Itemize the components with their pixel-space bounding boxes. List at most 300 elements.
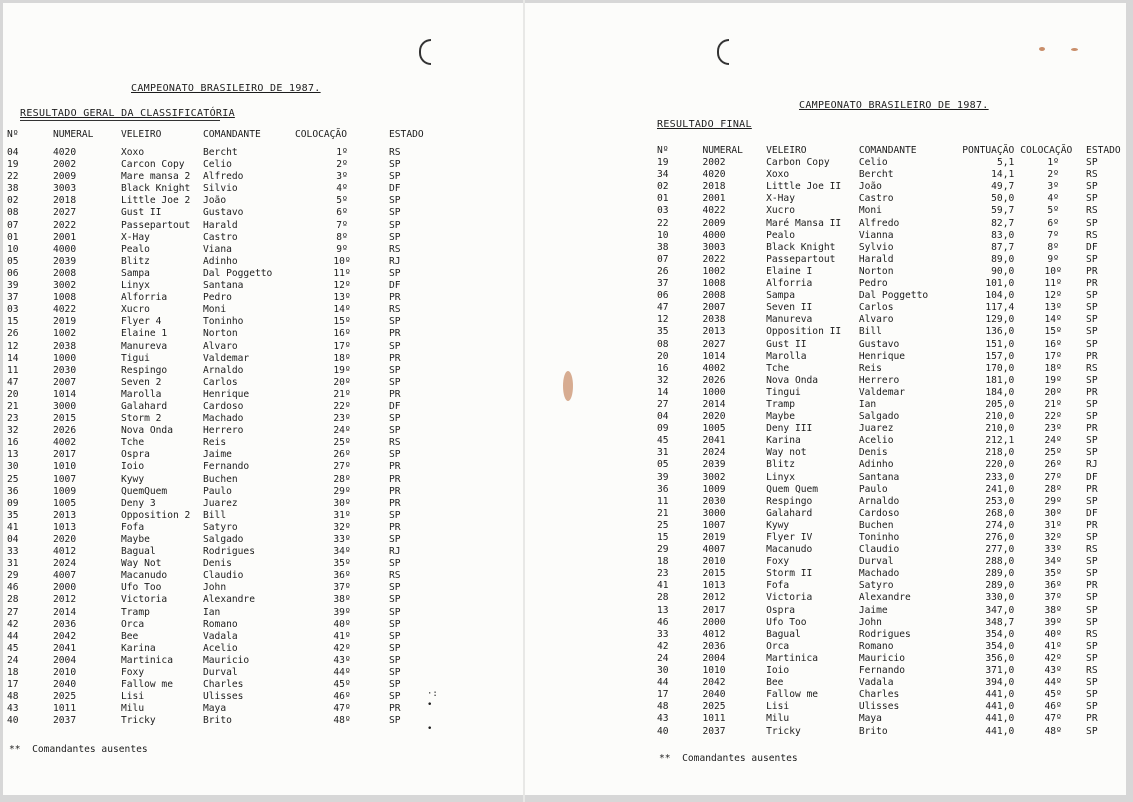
table-cell: 29 [7, 570, 19, 582]
table-cell: Little Joe 2 [121, 195, 191, 207]
table-cell: 44º [1044, 677, 1062, 689]
table-cell: PR [389, 473, 401, 485]
table-cell: Vianna [858, 229, 894, 241]
table-cell: SP [389, 654, 401, 666]
table-cell: 2013 [702, 326, 726, 338]
table-cell: Satyro [203, 521, 238, 533]
table-cell: 9º [336, 243, 348, 255]
table-cell: 28º [333, 473, 351, 485]
table-cell: Milu [766, 713, 790, 725]
table-cell: SP [389, 630, 401, 642]
table-cell: 8º [336, 231, 348, 243]
table-row [657, 653, 1126, 665]
table-row [657, 302, 1126, 314]
table-cell: 38º [333, 594, 351, 606]
table-cell: Ian [858, 398, 877, 410]
table-cell: 42º [1044, 652, 1062, 664]
table-row [7, 341, 429, 353]
table-cell: 354,0 [985, 628, 1015, 640]
table-row [7, 486, 429, 498]
table-cell: 33º [1044, 544, 1062, 556]
table-cell: Lisi [121, 691, 145, 703]
table-cell: Kywy [766, 519, 790, 531]
table-cell: Xoxo [766, 169, 790, 181]
table-cell: 3000 [53, 400, 77, 412]
table-cell: Tche [121, 437, 145, 449]
table-cell: Flyer 4 [121, 316, 162, 328]
table-cell: 3002 [53, 280, 77, 292]
table-cell: 2019 [702, 532, 726, 543]
table-cell: 50,0 [991, 193, 1015, 205]
table-row [7, 703, 429, 715]
table-cell: SP [1086, 725, 1098, 737]
table-cell: Charles [203, 679, 244, 691]
ink-mark: • [427, 700, 433, 710]
table-cell: 11 [657, 495, 669, 507]
table-cell: 16º [333, 328, 351, 340]
table-cell: 347,0 [985, 604, 1015, 616]
table-cell: 8º [1047, 241, 1059, 253]
table-cell: 2020 [702, 411, 726, 423]
right-subtitle [657, 119, 752, 130]
table-cell: PR [389, 328, 401, 340]
table-row [7, 655, 429, 667]
table-cell: 2002 [53, 159, 77, 171]
table-cell: Romano [858, 640, 894, 652]
table-cell: Ian [203, 606, 221, 618]
table-row [657, 278, 1126, 290]
table-cell: 35º [1044, 568, 1062, 580]
table-cell: Kywy [121, 473, 145, 485]
table-cell: 19 [657, 157, 669, 169]
table-cell: Alfredo [203, 171, 244, 183]
table-cell: Blitz [121, 255, 150, 267]
table-row [7, 304, 429, 316]
table-cell: SP [389, 618, 401, 630]
table-cell: 47 [7, 376, 19, 388]
table-cell: Durval [858, 556, 894, 568]
footnote-mark: ** [659, 753, 671, 764]
table-cell: 2004 [702, 652, 726, 664]
table-cell: 25 [7, 473, 19, 485]
table-cell: Pedro [858, 278, 888, 290]
table-cell: 11º [1044, 278, 1062, 290]
table-cell: Tche [766, 362, 790, 374]
table-cell: SP [1086, 338, 1098, 350]
table-cell: Herrero [203, 425, 244, 437]
left-page [3, 3, 523, 795]
table-cell: X-Hay [121, 231, 150, 243]
table-cell: 27 [657, 398, 669, 410]
table-row [657, 399, 1126, 411]
table-row [7, 268, 429, 280]
table-cell: Pedro [203, 292, 232, 304]
table-cell: 151,0 [985, 338, 1015, 350]
table-row [657, 411, 1126, 423]
table-cell: 40 [7, 715, 19, 727]
table-cell: 276,0 [985, 532, 1015, 543]
table-cell: 12º [1044, 290, 1062, 302]
table-cell: Marolla [121, 388, 162, 400]
table-cell: 20º [1044, 386, 1062, 398]
table-cell: Henrique [858, 350, 906, 362]
table-cell: Ulisses [203, 691, 244, 703]
table-cell: SP [389, 364, 401, 376]
table-row [657, 193, 1126, 205]
table-cell: Claudio [203, 570, 244, 582]
table-row [7, 365, 429, 377]
table-cell: 11º [333, 267, 351, 279]
table-cell: Ufo Too [766, 616, 807, 628]
table-cell: Reis [203, 437, 227, 449]
table-cell: Storm 2 [121, 413, 162, 425]
table-cell: 34º [333, 546, 351, 558]
table-cell: 3002 [702, 471, 726, 483]
table-cell: PR [1086, 350, 1098, 362]
table-cell: Fofa [766, 580, 790, 592]
table-cell: Passepartout [121, 219, 191, 231]
table-cell: 44 [7, 630, 19, 642]
table-cell: Seven II [766, 302, 813, 314]
table-cell: 2024 [53, 558, 77, 570]
table-cell: SP [389, 340, 401, 352]
table-cell: SP [389, 667, 401, 679]
table-cell: 38 [7, 183, 19, 195]
table-cell: Valdemar [203, 352, 250, 364]
right-results-table [657, 145, 1126, 738]
table-cell: 59,7 [991, 205, 1015, 217]
table-cell: Carbon Copy [766, 157, 830, 169]
table-cell: Bill [858, 326, 882, 338]
header-cell: ESTADO [1086, 145, 1121, 156]
table-row [7, 328, 429, 340]
table-cell: 19º [1044, 374, 1062, 386]
table-cell: Alvaro [858, 314, 894, 326]
table-cell: 1009 [53, 485, 77, 497]
table-row [7, 594, 429, 606]
table-cell: 03 [7, 304, 19, 316]
table-cell: Romano [203, 618, 238, 630]
table-cell: 39 [657, 471, 669, 483]
table-cell: 43º [333, 654, 351, 666]
table-row [657, 701, 1126, 713]
table-cell: SP [389, 231, 401, 243]
table-cell: SP [1086, 411, 1098, 423]
table-cell: 253,0 [985, 495, 1015, 507]
table-cell: Fernando [203, 461, 250, 473]
table-cell: Tingui [766, 386, 801, 398]
table-cell: Mare mansa 2 [121, 171, 191, 183]
table-cell: 441,0 [985, 725, 1015, 737]
table-cell: SP [1086, 689, 1098, 701]
table-cell: Karina [766, 435, 801, 447]
table-cell: 170,0 [985, 362, 1015, 374]
table-cell: 35º [333, 558, 351, 570]
table-cell: Jaime [858, 604, 888, 616]
table-cell: 16 [657, 362, 669, 374]
table-cell: 4012 [702, 628, 726, 640]
table-cell: DF [389, 400, 401, 412]
table-cell: Victoria [121, 594, 168, 606]
left-results-table [7, 129, 429, 728]
table-cell: 4022 [53, 304, 77, 316]
table-cell: Carlos [858, 302, 894, 314]
header-cell: COLOCAÇÃO [295, 129, 347, 140]
left-footnote [9, 744, 148, 755]
table-cell: 2036 [702, 640, 726, 652]
table-cell: SP [389, 195, 401, 207]
table-cell: 41º [333, 630, 351, 642]
table-row [7, 256, 429, 268]
table-cell: 441,0 [985, 689, 1015, 701]
table-cell: 394,0 [985, 677, 1015, 689]
table-row [657, 169, 1126, 181]
table-row [7, 631, 429, 643]
table-cell: SP [1086, 556, 1098, 568]
table-cell: PR [1086, 423, 1098, 435]
table-cell: 21 [657, 507, 669, 519]
table-cell: Adinho [858, 459, 894, 471]
table-cell: 27 [7, 606, 19, 618]
table-cell: 1000 [702, 386, 726, 398]
table-cell: SP [1086, 447, 1098, 459]
table-cell: 27º [1044, 471, 1062, 483]
table-cell: 25º [1044, 447, 1062, 459]
table-row [7, 147, 429, 159]
table-cell: 2007 [702, 302, 726, 314]
table-cell: 46 [7, 582, 19, 594]
table-cell: 348,7 [985, 616, 1015, 628]
table-row [657, 592, 1126, 604]
table-cell: 2037 [702, 725, 726, 737]
table-cell: 12 [657, 314, 669, 326]
table-cell: 20 [7, 388, 19, 400]
table-cell: Linyx [121, 280, 150, 292]
table-cell: Deny 3 [121, 497, 156, 509]
table-cell: Xucro [766, 205, 795, 217]
table-cell: Galahard [766, 507, 813, 519]
table-cell: Denis [858, 447, 888, 459]
table-cell: X-Hay [766, 193, 795, 205]
table-cell: SP [1086, 398, 1098, 410]
table-cell: 24º [333, 425, 351, 437]
table-cell: 2012 [702, 592, 726, 604]
table-cell: 210,0 [985, 411, 1015, 423]
table-cell: 212,1 [985, 435, 1015, 447]
table-cell: 89,0 [991, 253, 1015, 265]
table-cell: SP [389, 594, 401, 606]
table-cell: 274,0 [985, 519, 1015, 531]
table-cell: QuemQuem [121, 485, 168, 497]
table-cell: 2012 [53, 594, 77, 606]
table-cell: 2014 [702, 398, 726, 410]
table-cell: 3º [336, 171, 348, 183]
table-row [7, 691, 429, 703]
table-cell: Brito [203, 715, 232, 727]
table-cell: 2022 [702, 253, 726, 265]
table-cell: SP [389, 582, 401, 594]
table-cell: Ioio [121, 461, 145, 473]
table-cell: SP [1086, 290, 1098, 302]
table-row [657, 459, 1126, 471]
table-cell: 47º [1044, 713, 1062, 725]
table-cell: 2042 [53, 630, 77, 642]
table-cell: SP [389, 642, 401, 654]
table-cell: 14,1 [991, 169, 1015, 181]
table-cell: Way Not [121, 558, 162, 570]
table-row [657, 218, 1126, 230]
table-cell: 11 [7, 364, 19, 376]
table-row [7, 643, 429, 655]
table-cell: 31º [333, 509, 351, 521]
table-cell: 28 [657, 592, 669, 604]
table-row [7, 582, 429, 594]
table-cell: SP [1086, 640, 1098, 652]
table-cell: 02 [657, 181, 669, 193]
header-cell: PONTUAÇÃO [962, 145, 1015, 156]
table-cell: 3003 [53, 183, 77, 195]
table-cell: Alexandre [203, 594, 255, 606]
table-cell: 2009 [702, 217, 726, 229]
table-cell: 2041 [702, 435, 726, 447]
table-cell: Sampa [766, 290, 795, 302]
table-cell: 13º [1044, 302, 1062, 314]
table-cell: 20º [333, 376, 351, 388]
table-cell: SP [1086, 677, 1098, 689]
table-cell: 2º [336, 159, 348, 171]
table-cell: 43 [7, 703, 19, 715]
table-cell: 2038 [702, 314, 726, 326]
table-row [7, 715, 429, 727]
table-cell: Celio [203, 159, 232, 171]
table-row [657, 544, 1126, 556]
table-cell: SP [389, 207, 401, 219]
table-cell: SP [389, 691, 401, 703]
table-cell: 19 [7, 159, 19, 171]
table-cell: 30º [1044, 507, 1062, 519]
left-title: CAMPEONATO BRASILEIRO DE 1987. [131, 83, 321, 94]
table-cell: 129,0 [985, 314, 1015, 326]
table-cell: Manureva [766, 314, 813, 326]
table-row [7, 195, 429, 207]
table-row [657, 508, 1126, 520]
ink-mark: • [427, 724, 433, 734]
table-cell: 2013 [53, 509, 77, 521]
table-cell: 45 [7, 642, 19, 654]
table-cell: 2009 [53, 171, 77, 183]
table-cell: 48º [1044, 725, 1062, 737]
table-cell: 136,0 [985, 326, 1015, 338]
footnote-mark: ** [9, 744, 21, 755]
table-cell: 13 [657, 604, 669, 616]
table-cell: SP [1086, 592, 1098, 604]
table-cell: 2027 [53, 207, 77, 219]
table-cell: 5,1 [996, 157, 1015, 169]
table-cell: PR [389, 485, 401, 497]
table-cell: 47 [657, 302, 669, 314]
table-cell: Marolla [766, 350, 807, 362]
table-cell: RS [1086, 665, 1098, 677]
table-cell: Norton [858, 265, 894, 277]
table-cell: Ospra [766, 604, 795, 616]
table-cell: Lisi [766, 701, 790, 713]
table-cell: Deny III [766, 423, 813, 435]
table-cell: 23º [1044, 423, 1062, 435]
table-row [657, 254, 1126, 266]
table-row [657, 339, 1126, 351]
header-cell: Nº [657, 145, 669, 156]
table-cell: SP [1086, 532, 1098, 543]
table-cell: 31º [1044, 519, 1062, 531]
table-cell: 2026 [702, 374, 726, 386]
table-cell: Pealo [121, 243, 150, 255]
table-cell: 2007 [53, 376, 77, 388]
table-cell: RS [389, 570, 401, 582]
table-cell: Tigui [121, 352, 150, 364]
table-cell: Manureva [121, 340, 168, 352]
table-cell: RS [1086, 205, 1098, 217]
table-cell: 4000 [53, 243, 77, 255]
table-cell: 233,0 [985, 471, 1015, 483]
table-cell: 1000 [53, 352, 77, 364]
table-row [657, 387, 1126, 399]
table-cell: Bee [121, 630, 139, 642]
table-cell: 2039 [702, 459, 726, 471]
table-cell: 5º [336, 195, 348, 207]
table-row [657, 520, 1126, 532]
table-cell: 18 [657, 556, 669, 568]
table-row [7, 425, 429, 437]
table-cell: 83,0 [991, 229, 1015, 241]
table-cell: Black Knight [766, 241, 836, 253]
table-cell: RS [389, 243, 401, 255]
table-cell: 40º [1044, 628, 1062, 640]
table-cell: 2017 [702, 604, 726, 616]
table-cell: 31 [657, 447, 669, 459]
table-cell: Passepartout [766, 253, 836, 265]
table-cell: 26º [333, 449, 351, 461]
table-cell: SP [389, 509, 401, 521]
table-cell: 218,0 [985, 447, 1015, 459]
table-cell: 38º [1044, 604, 1062, 616]
table-cell: 23 [7, 413, 19, 425]
table-cell: RS [1086, 229, 1098, 241]
table-cell: 34 [657, 169, 669, 181]
table-cell: 1010 [53, 461, 77, 473]
table-row [657, 532, 1126, 544]
table-row [657, 484, 1126, 496]
table-cell: Jaime [203, 449, 232, 461]
table-cell: 16 [7, 437, 19, 449]
table-cell: Linyx [766, 471, 795, 483]
table-cell: 42 [657, 640, 669, 652]
table-cell: PR [389, 388, 401, 400]
table-cell: 4º [1047, 193, 1059, 205]
table-cell: Quem Quem [766, 483, 819, 495]
table-cell: Sampa [121, 267, 150, 279]
table-cell: 20 [657, 350, 669, 362]
table-cell: 27º [333, 461, 351, 473]
table-cell: 42 [7, 618, 19, 630]
table-cell: SP [1086, 157, 1098, 169]
table-cell: Acelio [858, 435, 894, 447]
table-cell: 1002 [53, 328, 77, 340]
table-cell: 1009 [702, 483, 726, 495]
table-cell: Brito [858, 725, 888, 737]
table-cell: 1002 [702, 265, 726, 277]
table-cell: Sylvio [858, 241, 894, 253]
table-cell: 14º [333, 304, 351, 316]
